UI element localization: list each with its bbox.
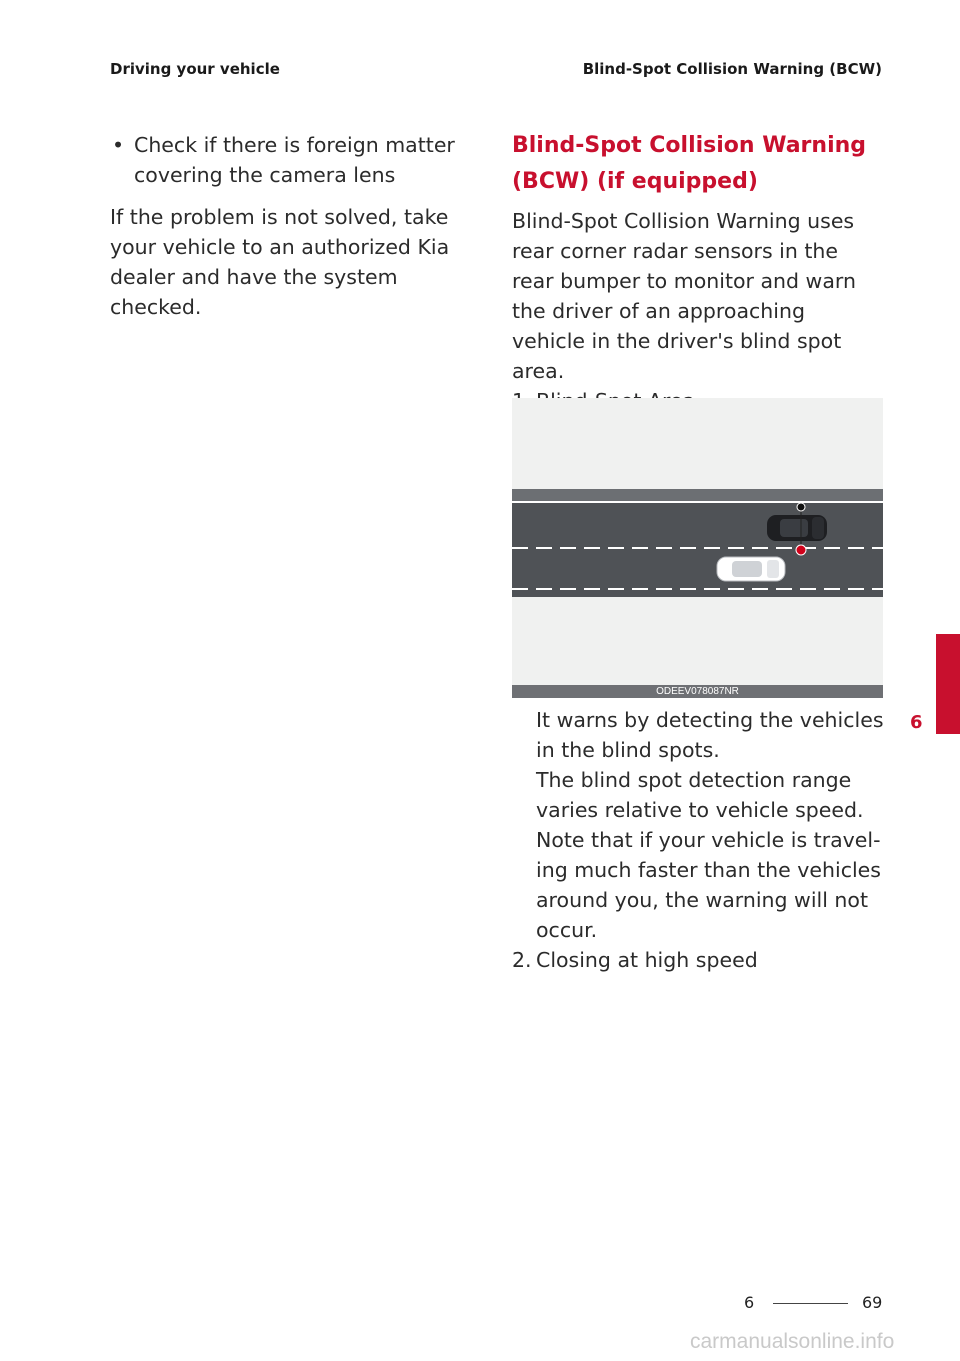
watermark: carmanualsonline.info [690,1330,895,1353]
bullet-item [110,130,460,190]
sensor-dot-icon [797,503,805,511]
right-column-continued [512,705,884,975]
white-car-icon [717,557,785,581]
list-item-2 [512,945,884,975]
description-1: It warns by detecting the vehicles in the blind spots. [536,708,884,762]
intro-paragraph: Blind-Spot Collision Warning uses rear corner radar sensors in the rear bumper to monitor and warn the driver of an approaching vehicle in the driver's blind spot area. [512,209,856,383]
road [512,489,883,597]
header-topic: Blind-Spot Collision Warning (BCW) [582,60,882,78]
left-column [110,130,460,322]
right-column [512,128,884,416]
warning-dot-icon [796,545,806,555]
chapter-tab-number: 6 [910,712,923,733]
blind-spot-figure [512,398,883,698]
road-shoulder-top [512,489,883,501]
figure-code: ODEEV078087NR [512,685,883,698]
footer-page-number: 69 [862,1293,883,1312]
list-label: Closing at high speed [536,948,758,972]
footer-chapter: 6 [744,1293,755,1312]
bullet-text: Check if there is foreign matter covering the camera lens [134,133,455,187]
section-title: Blind-Spot Collision Warning (BCW) (if equipped) [512,133,867,194]
dark-car-icon [767,515,827,541]
bullet-dot: • [112,133,125,157]
description-2: The blind spot detection range varies relative to vehicle speed. [536,768,864,822]
footer-divider [773,1303,848,1304]
blind-spot-illustration [512,398,883,698]
header-section: Driving your vehicle [110,60,280,78]
description-3: Note that if your vehicle is travel-ing much faster than the vehicles around you, the warning will not occur. [536,828,881,942]
left-paragraph: If the problem is not solved, take your vehicle to an authorized Kia dealer and have the system checked. [110,205,450,319]
list-number: 2. [512,948,532,972]
chapter-tab [936,634,960,734]
